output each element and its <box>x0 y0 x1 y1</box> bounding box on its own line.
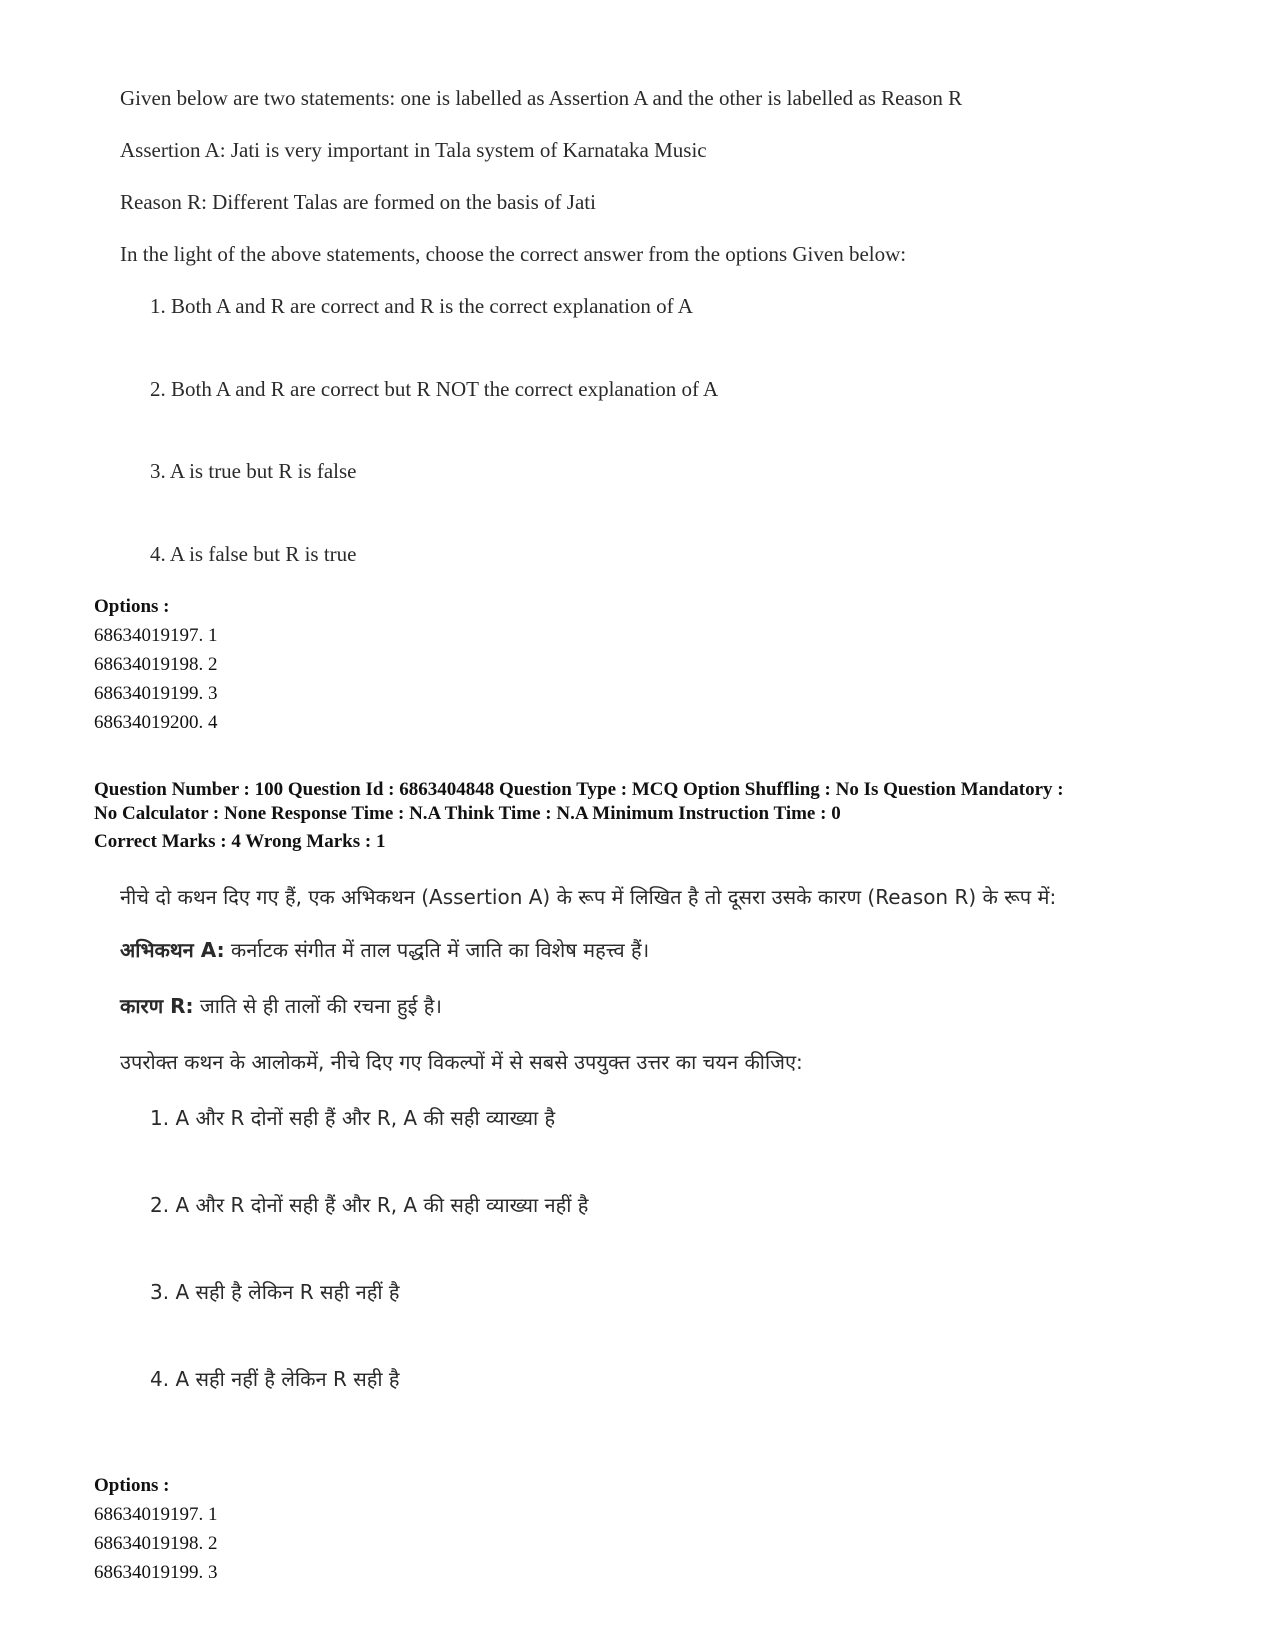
answer-choice: 4. A सही नहीं है लेकिन R सही है <box>150 1367 400 1391</box>
question-instruction: In the light of the above statements, choose the correct answer from the options Given below: <box>120 242 907 266</box>
option-id: 68634019197. 1 <box>94 625 218 646</box>
option-id: 68634019199. 3 <box>94 1562 218 1583</box>
option-id: 68634019198. 2 <box>94 654 218 675</box>
reason-text-hindi: जाति से ही तालों की रचना हुई है। <box>193 994 442 1018</box>
question-meta <box>94 778 1224 854</box>
reason-statement: Reason R: Different Talas are formed on the basis of Jati <box>120 190 596 214</box>
option-id: 68634019199. 3 <box>94 683 218 704</box>
answer-choice: 2. A और R दोनों सही हैं और R, A की सही व्याख्या नहीं है <box>150 1193 589 1217</box>
reason-statement-hindi <box>120 984 1190 1040</box>
answer-choice: 2. Both A and R are correct but R NOT the correct explanation of A <box>150 376 719 401</box>
marks-line: Correct Marks : 4 Wrong Marks : 1 <box>94 831 386 852</box>
question-intro-hindi: नीचे दो कथन दिए गए हैं, एक अभिकथन (Assertion A) के रूप में लिखित है तो दूसरा उसके कारण (Reason R) के रूप में: <box>120 885 1057 909</box>
options-label: Options : <box>94 1475 170 1496</box>
assertion-statement: Assertion A: Jati is very important in Tala system of Karnataka Music <box>120 138 707 162</box>
answer-choices-hindi <box>120 1096 1190 1444</box>
answer-choice: 1. Both A and R are correct and R is the correct explanation of A <box>150 294 693 318</box>
options-list <box>94 592 494 737</box>
answer-choice: 3. A is true but R is false <box>150 459 357 483</box>
option-id: 68634019200. 4 <box>94 712 218 733</box>
options-label: Options : <box>94 596 170 617</box>
question-intro: Given below are two statements: one is labelled as Assertion A and the other is labelled as Reason R <box>120 86 963 110</box>
options-list <box>94 1471 494 1587</box>
answer-choices <box>120 286 1160 616</box>
answer-choice: 1. A और R दोनों सही हैं और R, A की सही व्याख्या है <box>150 1106 556 1130</box>
answer-choice: 3. A सही है लेकिन R सही नहीं है <box>150 1280 400 1304</box>
assertion-statement-hindi <box>120 928 1190 984</box>
reason-label-hindi: कारण R: <box>120 994 194 1018</box>
meta-line-2: No Calculator : None Response Time : N.A Think Time : N.A Minimum Instruction Time : 0 <box>94 803 841 824</box>
option-id: 68634019197. 1 <box>94 1504 218 1525</box>
option-id: 68634019198. 2 <box>94 1533 218 1554</box>
assertion-label-hindi: अभिकथन A: <box>120 938 225 962</box>
hindi-question <box>120 880 1190 1444</box>
assertion-text-hindi: कर्नाटक संगीत में ताल पद्धति में जाति का विशेष महत्त्व हैं। <box>224 938 650 962</box>
english-question <box>120 78 1160 616</box>
meta-line-1: Question Number : 100 Question Id : 6863404848 Question Type : MCQ Option Shuffling : No Is Question Mandatory : <box>94 779 1064 800</box>
question-instruction-hindi: उपरोक्त कथन के आलोकमें, नीचे दिए गए विकल्पों में से सबसे उपयुक्त उत्तर का चयन कीजिए: <box>120 1050 803 1074</box>
answer-choice: 4. A is false but R is true <box>150 541 357 566</box>
